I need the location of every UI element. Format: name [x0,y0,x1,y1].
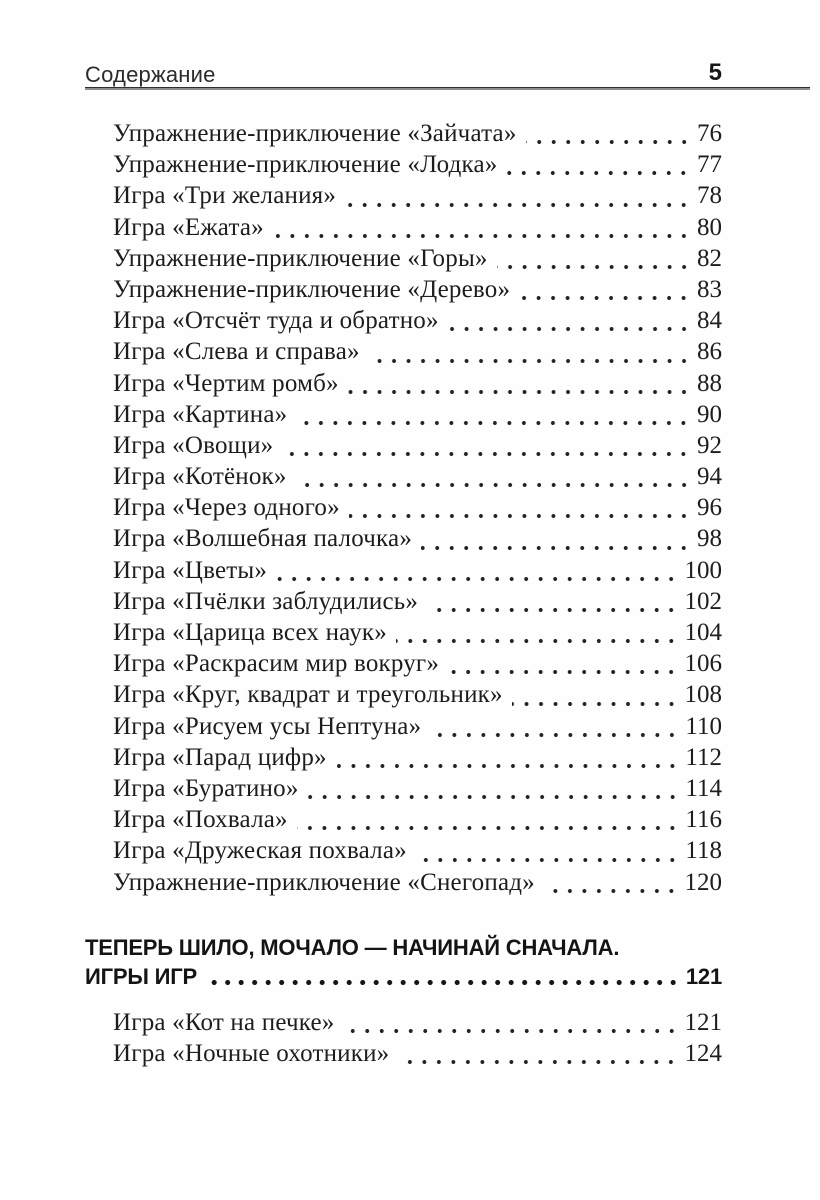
running-head-page-number: 5 [708,59,722,86]
toc-sublist [113,1009,722,1071]
toc-entry-title: Игра «Круг, квадрат и треугольник» [113,681,503,709]
toc-entry-title: Игра «Дружеская похвала» [113,837,407,865]
toc-row [113,494,722,525]
toc-entry-page: 76 [697,120,722,147]
toc-entry-page: 86 [697,338,722,366]
toc-row [113,588,722,619]
toc-entry-title: Упражнение-приключение «Зайчата» [113,120,517,147]
toc-dot-leader [526,140,694,144]
toc-row [113,370,722,401]
toc-dot-leader [396,639,682,643]
toc-row [113,120,722,151]
toc-entry-title: Игра «Рисуем усы Нептуна» [113,712,422,740]
toc-dot-leader [349,514,694,518]
toc-dot-leader [448,327,694,331]
toc-entry-page: 78 [697,182,722,210]
toc-entry-page: 124 [684,1040,722,1067]
toc-row [113,182,722,213]
toc-dot-leader [345,203,694,207]
toc-entry-page: 96 [697,494,722,522]
toc-entry-page: 104 [684,619,722,646]
toc-entry-title: Игра «Волшебная палочка» [113,525,413,553]
toc-dot-leader [344,1029,682,1033]
toc-entry-page: 90 [697,400,722,428]
toc-dot-leader [430,733,682,737]
toc-entry-page: 92 [697,431,722,459]
toc-row [113,1009,722,1040]
toc-entry-page: 83 [697,275,722,303]
toc-entry-title: Игра «Отсчёт туда и обратно» [113,307,439,335]
toc-dot-leader [416,858,683,862]
toc-entry-title: Упражнение-приключение «Лодка» [113,151,498,179]
toc-entry-page: 108 [684,681,722,709]
toc-dot-leader [421,546,694,550]
toc-entry-page: 77 [697,151,722,179]
toc-entry-page: 102 [684,587,722,615]
section-page-number: 121 [685,964,722,989]
toc-entry-title: Игра «Похвала» [113,806,288,834]
toc-dot-leader [398,1060,681,1064]
toc-dot-leader [369,359,694,363]
toc-row [113,1040,722,1071]
section-heading [85,933,722,991]
toc-entry-title: Упражнение-приключение «Дерево» [113,275,511,303]
toc-dot-leader [497,265,694,269]
toc-dot-leader [297,826,683,830]
toc-row [113,869,722,900]
toc-dot-leader [276,577,681,581]
toc-entry-page: 80 [697,213,722,241]
toc-entry-page: 100 [684,556,722,584]
header-rule [85,87,810,90]
toc-entry-title: Игра «Царица всех наук» [113,619,387,646]
running-head [85,0,810,92]
toc-row [113,432,722,463]
running-head-title: Содержание [85,62,216,87]
toc-dot-leader [296,483,694,487]
toc-entry-page: 94 [697,463,722,491]
toc-entry-title: Игра «Ежата» [113,213,264,241]
toc-entry-title: Игра «Картина» [113,400,288,428]
toc-row [113,650,722,681]
toc-entry-page: 88 [697,369,722,397]
toc-entry-title: Игра «Три желания» [113,182,337,210]
toc-entry-page: 110 [685,712,722,740]
toc-entry-page: 84 [697,307,722,335]
toc-entry-title: Игра «Ночные охотники» [113,1040,390,1067]
toc-row [113,837,722,868]
toc-row [113,245,722,276]
toc-entry-title: Игра «Чертим ромб» [113,369,339,397]
toc-row [113,713,722,744]
toc-dot-leader [282,452,694,456]
toc-entry-title: Упражнение-приключение «Снегопад» [113,868,535,896]
toc-dot-leader [512,702,682,706]
toc-entry-page: 121 [684,1009,722,1036]
toc-entry-title: Игра «Котёнок» [113,463,287,491]
toc-entry-title: Игра «Кот на печке» [113,1009,335,1036]
toc-row [113,775,722,806]
toc-dot-leader [448,670,681,674]
toc-row [113,619,722,650]
toc-row [113,307,722,338]
toc-dot-leader [519,296,694,300]
toc-entry-page: 82 [697,244,722,272]
toc-entry-title: Игра «Пчёлки заблудились» [113,587,419,615]
toc-entry-title: Игра «Слева и справа» [113,338,360,366]
toc-row [113,806,722,837]
toc-entry-page: 106 [684,650,722,678]
toc-row [113,151,722,182]
toc-entry-page: 118 [685,837,722,865]
toc-dot-leader [544,889,682,893]
section-heading-line1: ТЕПЕРЬ ШИЛО, МОЧАЛО — НАЧИНАЙ СНАЧАЛА. [85,935,620,960]
toc-row [113,401,722,432]
toc-dot-leader [273,234,694,238]
toc-dot-leader [308,795,683,799]
section-dot-leader [207,980,682,985]
toc-dot-leader [427,608,681,612]
toc-row [113,681,722,712]
toc-entry-page: 116 [685,806,722,834]
toc-entry-title: Игра «Парад цифр» [113,743,327,771]
toc-dot-leader [296,421,694,425]
toc-dot-leader [506,171,694,175]
toc-row [113,214,722,245]
section-heading-label: ИГРЫ ИГР [85,964,197,989]
toc-entry-title: Игра «Буратино» [113,774,299,802]
section-heading-line2 [85,962,722,991]
toc-entry-page: 120 [684,868,722,896]
toc-dot-leader [336,764,683,768]
toc-row [113,276,722,307]
toc-entry-page: 112 [685,743,722,771]
toc-entry-title: Игра «Цветы» [113,556,268,584]
toc-row [113,744,722,775]
toc-entry-title: Игра «Овощи» [113,431,274,459]
toc-row [113,463,722,494]
toc-entry-page: 114 [685,774,722,802]
toc-row [113,338,722,369]
toc-entry-title: Игра «Раскрасим мир вокруг» [113,650,440,678]
toc-entry-page: 98 [697,525,722,553]
toc-row [113,557,722,588]
toc-dot-leader [348,390,694,394]
toc-row [113,525,722,556]
toc-entry-title: Упражнение-приключение «Горы» [113,244,488,272]
toc-entry-title: Игра «Через одного» [113,494,340,522]
toc-list [113,120,722,900]
